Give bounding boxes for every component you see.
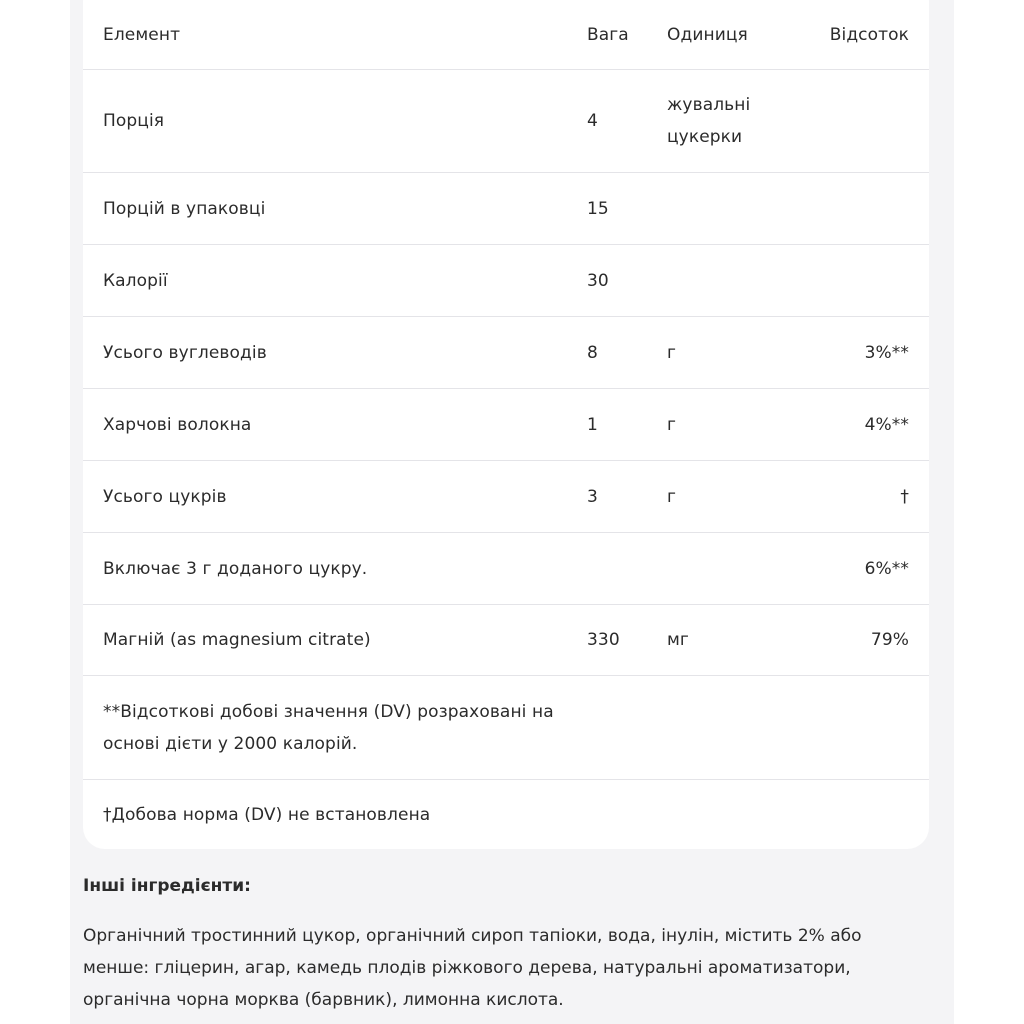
table-row: [83, 533, 929, 605]
row-percent: [787, 173, 909, 244]
row-weight: 330: [587, 630, 620, 650]
row-weight: 8: [587, 342, 598, 363]
row-element: Усього цукрів: [103, 486, 227, 507]
row-percent: 3%**: [864, 342, 909, 363]
row-element: Включає 3 г доданого цукру.: [103, 558, 368, 579]
table-row: [83, 317, 929, 389]
row-unit: [667, 533, 787, 604]
row-element: Магній (as magnesium citrate): [103, 630, 371, 650]
table-row: [83, 173, 929, 245]
row-unit: [667, 173, 787, 244]
row-unit: г: [667, 414, 677, 435]
row-unit: жувальні цукерки: [667, 95, 751, 147]
header-unit: Одиниця: [667, 24, 748, 45]
header-percent: Відсоток: [829, 24, 909, 45]
dv-not-established-note: †Добова норма (DV) не встановлена: [103, 804, 431, 825]
row-percent: 4%**: [864, 414, 909, 435]
header-weight: Вага: [587, 24, 629, 45]
row-unit: мг: [667, 630, 689, 650]
row-percent: [787, 70, 909, 172]
other-ingredients-title: Інші інгредієнти:: [83, 876, 251, 896]
row-element: Усього вуглеводів: [103, 342, 267, 363]
row-element: Порція: [103, 111, 165, 131]
table-note-row: [83, 780, 929, 849]
row-weight: 1: [587, 414, 598, 435]
table-row: [83, 245, 929, 317]
table-header-row: [83, 0, 929, 70]
table-note-row: [83, 676, 929, 780]
table-row: [83, 605, 929, 676]
table-row: [83, 389, 929, 461]
dv-footnote: **Відсоткові добові значення (DV) розраховані на основі дієти у 2000 калорій.: [103, 701, 554, 754]
row-percent: [787, 245, 909, 316]
table-row: [83, 70, 929, 173]
page-background: [70, 0, 954, 1024]
row-percent: 79%: [870, 630, 909, 650]
row-element: Порцій в упаковці: [103, 198, 266, 219]
row-unit: г: [667, 486, 677, 507]
row-unit: [667, 245, 787, 316]
row-element: Калорії: [103, 270, 168, 291]
row-unit: г: [667, 342, 677, 363]
table-row: [83, 461, 929, 533]
row-element: Харчові волокна: [103, 414, 252, 435]
row-weight: 30: [587, 270, 609, 291]
row-percent: 6%**: [864, 558, 909, 579]
row-weight: 4: [587, 111, 598, 131]
supplement-facts-table: [83, 0, 929, 849]
row-weight: 15: [587, 198, 609, 219]
header-element: Елемент: [103, 24, 181, 45]
other-ingredients-text: Органічний тростинний цукор, органічний сироп тапіоки, вода, інулін, містить 2% або менше: гліцерин, агар, камедь плодів ріжкового дерева, натуральні ароматизатори, органічна чорна морква (барвник), лимонна кислота.: [83, 926, 862, 1010]
row-weight: 3: [587, 486, 598, 507]
row-weight: [587, 533, 657, 604]
row-percent: †: [900, 486, 909, 507]
